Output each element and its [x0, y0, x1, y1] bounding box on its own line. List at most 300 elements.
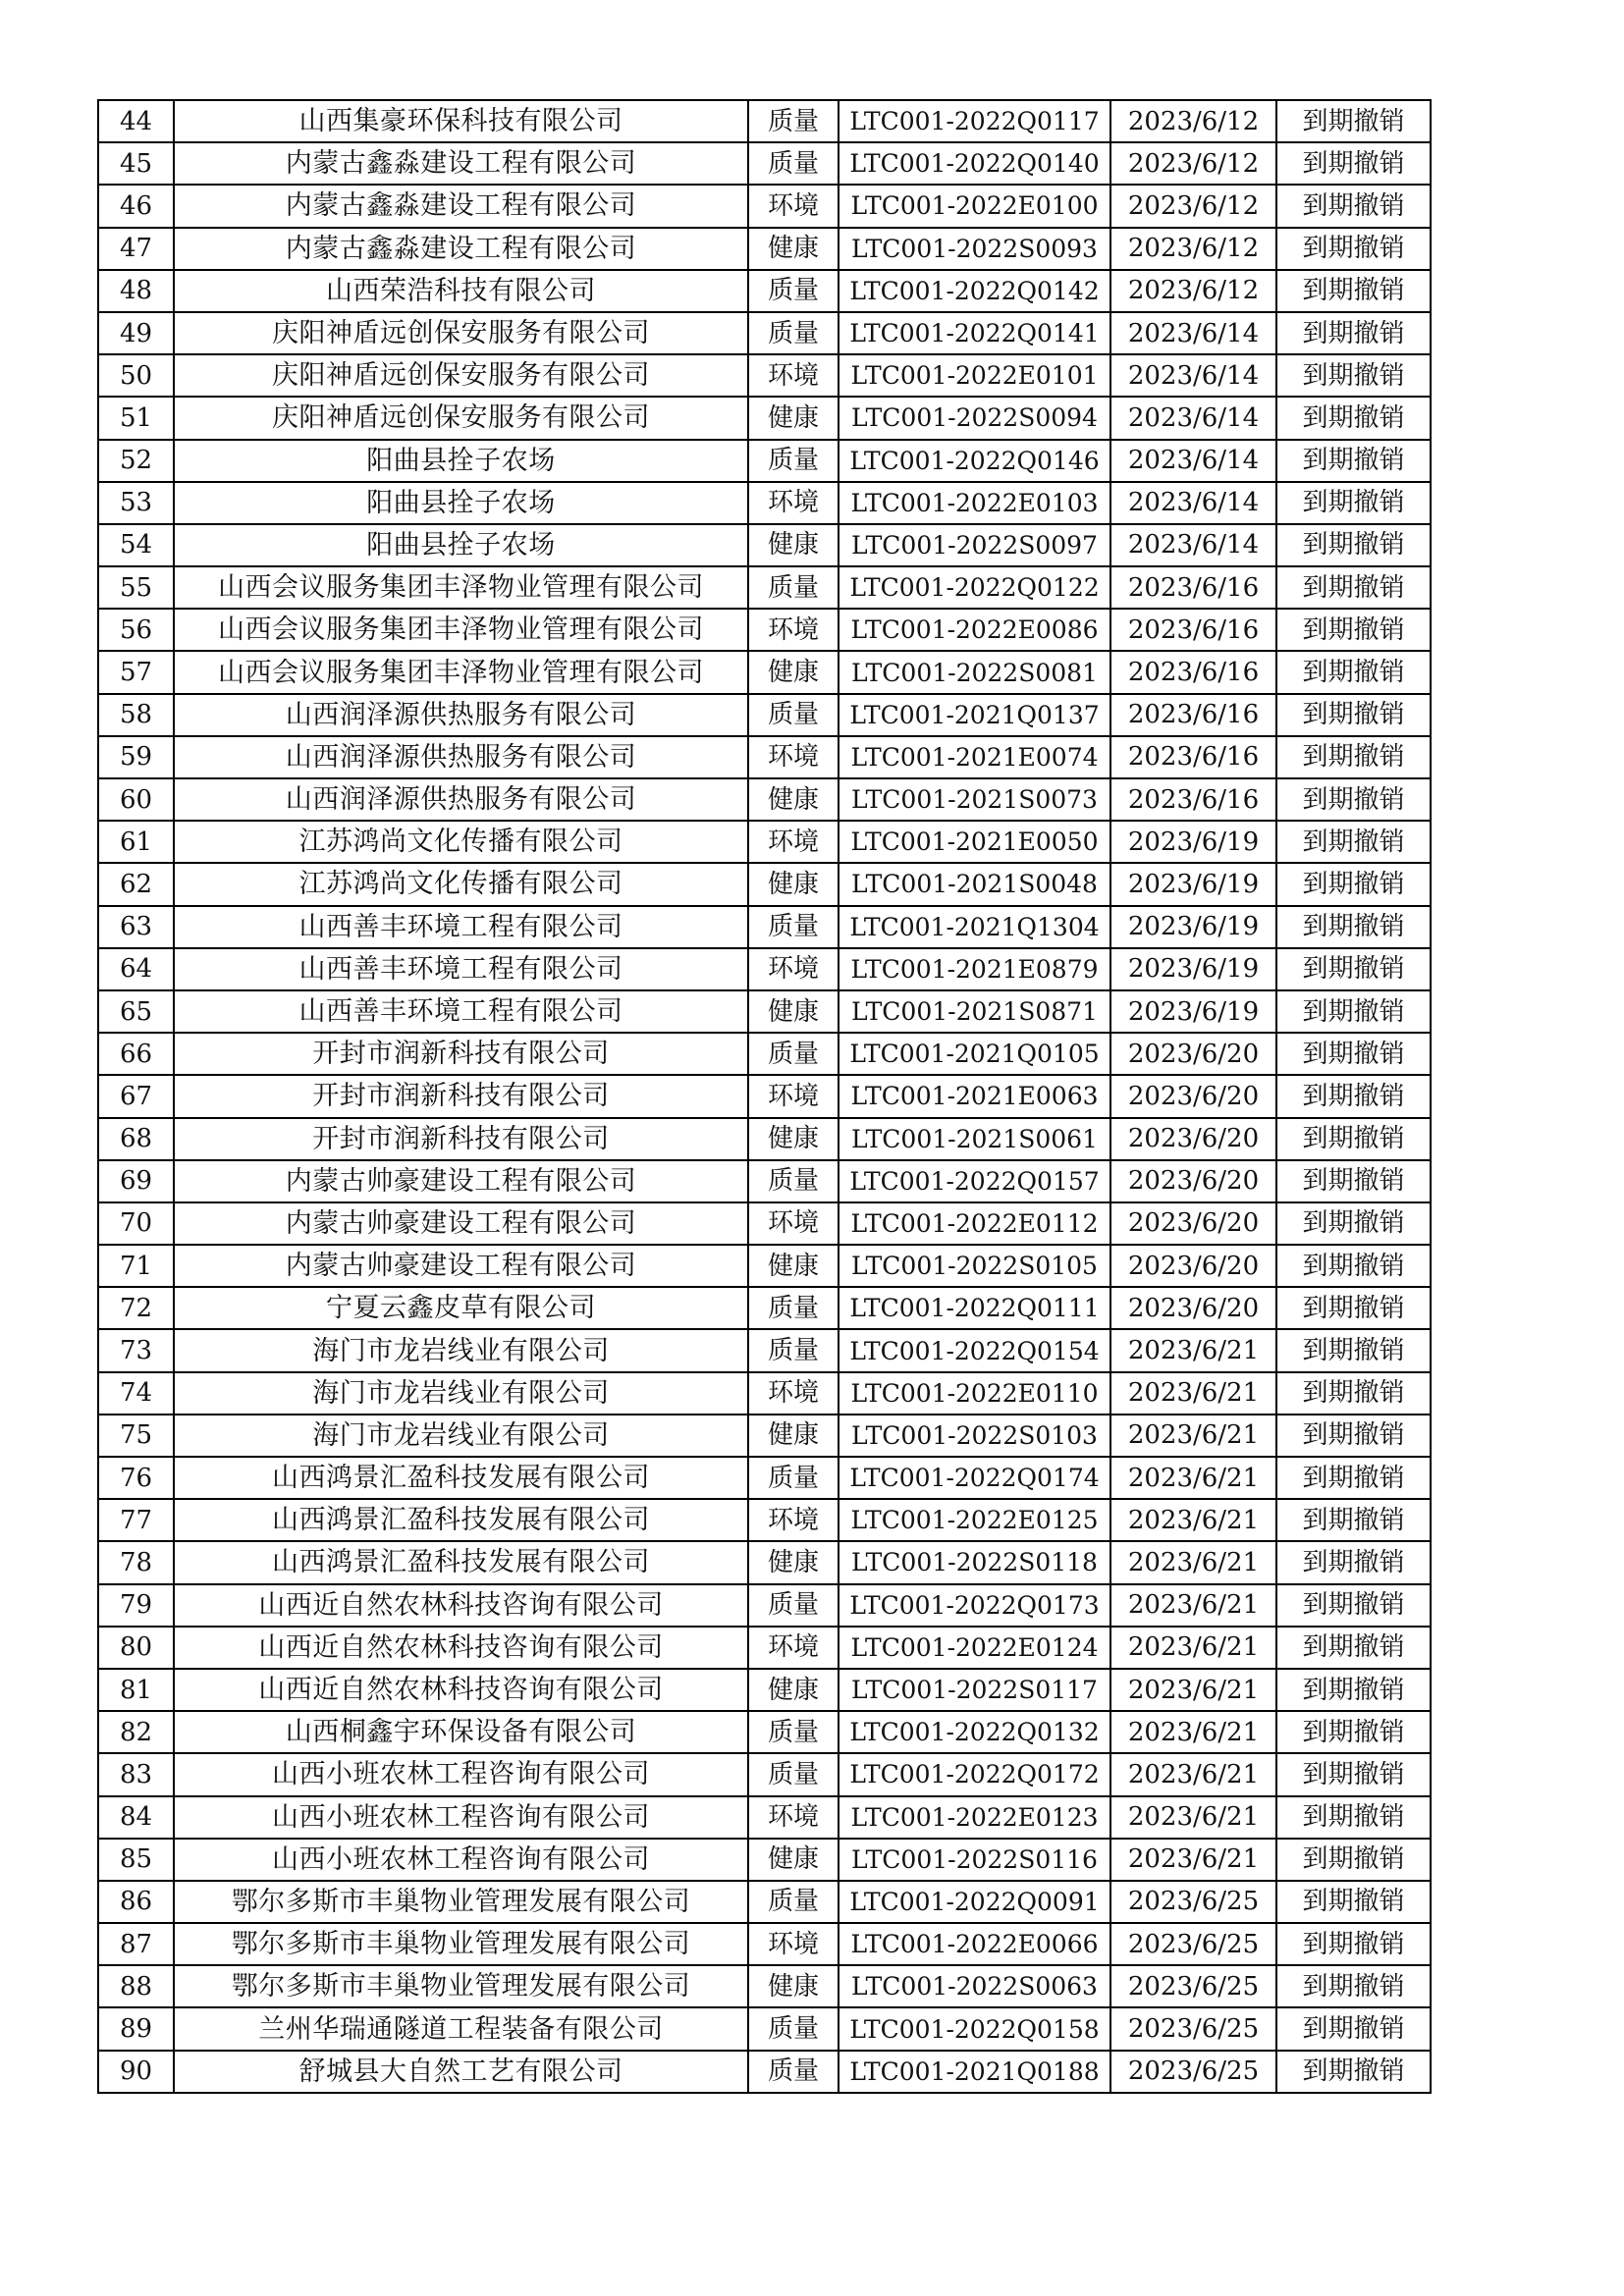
table-body	[98, 100, 1431, 2093]
row-number-cell: 44	[98, 100, 174, 142]
table-row	[98, 651, 1431, 693]
certificate-number-cell: LTC001-2022E0103	[839, 482, 1110, 524]
row-number-cell: 56	[98, 609, 174, 651]
certificate-revocation-table	[97, 99, 1432, 2094]
row-number-cell: 69	[98, 1160, 174, 1202]
company-name-cell: 山西鸿景汇盈科技发展有限公司	[174, 1499, 748, 1541]
certification-type-cell: 质量	[748, 100, 839, 142]
certification-type-cell: 健康	[748, 1669, 839, 1711]
row-number-cell: 79	[98, 1584, 174, 1627]
company-name-cell: 内蒙古帅豪建设工程有限公司	[174, 1202, 748, 1245]
revocation-date-cell: 2023/6/14	[1110, 440, 1276, 482]
company-name-cell: 山西善丰环境工程有限公司	[174, 990, 748, 1033]
revocation-date-cell: 2023/6/19	[1110, 821, 1276, 863]
table-row	[98, 185, 1431, 227]
company-name-cell: 山西会议服务集团丰泽物业管理有限公司	[174, 566, 748, 609]
company-name-cell: 江苏鸿尚文化传播有限公司	[174, 821, 748, 863]
revocation-date-cell: 2023/6/14	[1110, 354, 1276, 397]
certification-type-cell: 环境	[748, 482, 839, 524]
certificate-number-cell: LTC001-2022Q0174	[839, 1457, 1110, 1499]
status-cell: 到期撤销	[1276, 312, 1431, 354]
row-number-cell: 86	[98, 1881, 174, 1923]
company-name-cell: 山西小班农林工程咨询有限公司	[174, 1753, 748, 1795]
status-cell: 到期撤销	[1276, 990, 1431, 1033]
certification-type-cell: 健康	[748, 651, 839, 693]
company-name-cell: 山西善丰环境工程有限公司	[174, 906, 748, 948]
status-cell: 到期撤销	[1276, 2051, 1431, 2093]
certificate-number-cell: LTC001-2022S0081	[839, 651, 1110, 693]
row-number-cell: 71	[98, 1245, 174, 1287]
certification-type-cell: 质量	[748, 1753, 839, 1795]
certification-type-cell: 健康	[748, 397, 839, 439]
certification-type-cell: 质量	[748, 1457, 839, 1499]
table-row	[98, 906, 1431, 948]
certificate-number-cell: LTC001-2021E0074	[839, 736, 1110, 778]
status-cell: 到期撤销	[1276, 270, 1431, 312]
certificate-number-cell: LTC001-2021Q0137	[839, 694, 1110, 736]
certification-type-cell: 健康	[748, 228, 839, 270]
table-row	[98, 1499, 1431, 1541]
certification-type-cell: 质量	[748, 440, 839, 482]
table-row	[98, 609, 1431, 651]
status-cell: 到期撤销	[1276, 1669, 1431, 1711]
company-name-cell: 海门市龙岩线业有限公司	[174, 1372, 748, 1415]
certificate-number-cell: LTC001-2022E0124	[839, 1627, 1110, 1669]
table-row	[98, 1287, 1431, 1329]
table-row	[98, 1457, 1431, 1499]
table-row	[98, 1033, 1431, 1075]
certification-type-cell: 质量	[748, 694, 839, 736]
row-number-cell: 59	[98, 736, 174, 778]
company-name-cell: 庆阳神盾远创保安服务有限公司	[174, 312, 748, 354]
certification-type-cell: 环境	[748, 1202, 839, 1245]
certificate-number-cell: LTC001-2021S0073	[839, 778, 1110, 821]
table-row	[98, 1627, 1431, 1669]
certificate-number-cell: LTC001-2022Q0132	[839, 1711, 1110, 1753]
status-cell: 到期撤销	[1276, 1711, 1431, 1753]
status-cell: 到期撤销	[1276, 863, 1431, 905]
revocation-date-cell: 2023/6/20	[1110, 1287, 1276, 1329]
status-cell: 到期撤销	[1276, 397, 1431, 439]
status-cell: 到期撤销	[1276, 609, 1431, 651]
table-row	[98, 948, 1431, 990]
certification-type-cell: 环境	[748, 948, 839, 990]
certification-type-cell: 质量	[748, 2051, 839, 2093]
row-number-cell: 67	[98, 1075, 174, 1117]
certification-type-cell: 质量	[748, 1160, 839, 1202]
table-row	[98, 1584, 1431, 1627]
company-name-cell: 江苏鸿尚文化传播有限公司	[174, 863, 748, 905]
certificate-number-cell: LTC001-2022S0097	[839, 524, 1110, 566]
revocation-date-cell: 2023/6/20	[1110, 1160, 1276, 1202]
certification-type-cell: 健康	[748, 778, 839, 821]
table-row	[98, 524, 1431, 566]
certificate-number-cell: LTC001-2022Q0142	[839, 270, 1110, 312]
company-name-cell: 开封市润新科技有限公司	[174, 1033, 748, 1075]
certificate-number-cell: LTC001-2022Q0158	[839, 2007, 1110, 2050]
revocation-date-cell: 2023/6/19	[1110, 990, 1276, 1033]
row-number-cell: 73	[98, 1329, 174, 1371]
table-row	[98, 2051, 1431, 2093]
row-number-cell: 51	[98, 397, 174, 439]
table-row	[98, 228, 1431, 270]
table-row	[98, 142, 1431, 185]
certificate-number-cell: LTC001-2022S0094	[839, 397, 1110, 439]
row-number-cell: 77	[98, 1499, 174, 1541]
revocation-date-cell: 2023/6/25	[1110, 1923, 1276, 1965]
certificate-number-cell: LTC001-2022E0066	[839, 1923, 1110, 1965]
row-number-cell: 85	[98, 1839, 174, 1881]
company-name-cell: 山西近自然农林科技咨询有限公司	[174, 1627, 748, 1669]
company-name-cell: 海门市龙岩线业有限公司	[174, 1329, 748, 1371]
status-cell: 到期撤销	[1276, 482, 1431, 524]
certification-type-cell: 健康	[748, 1839, 839, 1881]
company-name-cell: 鄂尔多斯市丰巢物业管理发展有限公司	[174, 1965, 748, 2007]
row-number-cell: 75	[98, 1415, 174, 1457]
table-row	[98, 1965, 1431, 2007]
certification-type-cell: 健康	[748, 1118, 839, 1160]
certification-type-cell: 环境	[748, 1796, 839, 1839]
certification-type-cell: 环境	[748, 1372, 839, 1415]
certification-type-cell: 环境	[748, 736, 839, 778]
revocation-date-cell: 2023/6/21	[1110, 1584, 1276, 1627]
certificate-number-cell: LTC001-2021Q1304	[839, 906, 1110, 948]
certification-type-cell: 环境	[748, 1923, 839, 1965]
status-cell: 到期撤销	[1276, 1541, 1431, 1583]
certificate-number-cell: LTC001-2022Q0140	[839, 142, 1110, 185]
company-name-cell: 山西会议服务集团丰泽物业管理有限公司	[174, 609, 748, 651]
company-name-cell: 内蒙古鑫淼建设工程有限公司	[174, 228, 748, 270]
table-row	[98, 778, 1431, 821]
certificate-number-cell: LTC001-2022Q0111	[839, 1287, 1110, 1329]
company-name-cell: 山西润泽源供热服务有限公司	[174, 736, 748, 778]
row-number-cell: 84	[98, 1796, 174, 1839]
company-name-cell: 山西润泽源供热服务有限公司	[174, 778, 748, 821]
certificate-number-cell: LTC001-2022Q0173	[839, 1584, 1110, 1627]
revocation-date-cell: 2023/6/16	[1110, 778, 1276, 821]
table-row	[98, 990, 1431, 1033]
certificate-number-cell: LTC001-2021E0063	[839, 1075, 1110, 1117]
certification-type-cell: 环境	[748, 1627, 839, 1669]
revocation-date-cell: 2023/6/14	[1110, 312, 1276, 354]
row-number-cell: 63	[98, 906, 174, 948]
certificate-number-cell: LTC001-2022S0118	[839, 1541, 1110, 1583]
certification-type-cell: 质量	[748, 2007, 839, 2050]
row-number-cell: 47	[98, 228, 174, 270]
status-cell: 到期撤销	[1276, 1881, 1431, 1923]
certificate-number-cell: LTC001-2021Q0188	[839, 2051, 1110, 2093]
row-number-cell: 48	[98, 270, 174, 312]
status-cell: 到期撤销	[1276, 778, 1431, 821]
revocation-date-cell: 2023/6/25	[1110, 2051, 1276, 2093]
certification-type-cell: 环境	[748, 609, 839, 651]
status-cell: 到期撤销	[1276, 1118, 1431, 1160]
table-row	[98, 1202, 1431, 1245]
certification-type-cell: 质量	[748, 1287, 839, 1329]
certificate-number-cell: LTC001-2022E0101	[839, 354, 1110, 397]
certification-type-cell: 健康	[748, 1965, 839, 2007]
company-name-cell: 宁夏云鑫皮草有限公司	[174, 1287, 748, 1329]
row-number-cell: 61	[98, 821, 174, 863]
status-cell: 到期撤销	[1276, 1245, 1431, 1287]
row-number-cell: 46	[98, 185, 174, 227]
status-cell: 到期撤销	[1276, 228, 1431, 270]
company-name-cell: 山西鸿景汇盈科技发展有限公司	[174, 1541, 748, 1583]
row-number-cell: 57	[98, 651, 174, 693]
certificate-number-cell: LTC001-2022E0100	[839, 185, 1110, 227]
certificate-number-cell: LTC001-2021S0061	[839, 1118, 1110, 1160]
status-cell: 到期撤销	[1276, 185, 1431, 227]
row-number-cell: 62	[98, 863, 174, 905]
status-cell: 到期撤销	[1276, 1457, 1431, 1499]
company-name-cell: 山西近自然农林科技咨询有限公司	[174, 1584, 748, 1627]
status-cell: 到期撤销	[1276, 1075, 1431, 1117]
table-row	[98, 1415, 1431, 1457]
row-number-cell: 90	[98, 2051, 174, 2093]
revocation-date-cell: 2023/6/25	[1110, 1965, 1276, 2007]
table-row	[98, 482, 1431, 524]
certificate-number-cell: LTC001-2022E0125	[839, 1499, 1110, 1541]
revocation-date-cell: 2023/6/14	[1110, 482, 1276, 524]
table-row	[98, 1839, 1431, 1881]
company-name-cell: 鄂尔多斯市丰巢物业管理发展有限公司	[174, 1923, 748, 1965]
certificate-number-cell: LTC001-2021E0879	[839, 948, 1110, 990]
certification-type-cell: 质量	[748, 906, 839, 948]
row-number-cell: 65	[98, 990, 174, 1033]
status-cell: 到期撤销	[1276, 1372, 1431, 1415]
revocation-date-cell: 2023/6/12	[1110, 142, 1276, 185]
revocation-date-cell: 2023/6/21	[1110, 1627, 1276, 1669]
certificate-number-cell: LTC001-2022Q0141	[839, 312, 1110, 354]
status-cell: 到期撤销	[1276, 821, 1431, 863]
row-number-cell: 76	[98, 1457, 174, 1499]
row-number-cell: 83	[98, 1753, 174, 1795]
certification-type-cell: 质量	[748, 142, 839, 185]
company-name-cell: 山西近自然农林科技咨询有限公司	[174, 1669, 748, 1711]
certificate-number-cell: LTC001-2022Q0154	[839, 1329, 1110, 1371]
revocation-date-cell: 2023/6/21	[1110, 1499, 1276, 1541]
table-row	[98, 440, 1431, 482]
certificate-number-cell: LTC001-2022Q0172	[839, 1753, 1110, 1795]
row-number-cell: 64	[98, 948, 174, 990]
table-row	[98, 1669, 1431, 1711]
certification-type-cell: 健康	[748, 1541, 839, 1583]
company-name-cell: 山西荣浩科技有限公司	[174, 270, 748, 312]
company-name-cell: 舒城县大自然工艺有限公司	[174, 2051, 748, 2093]
revocation-date-cell: 2023/6/21	[1110, 1415, 1276, 1457]
status-cell: 到期撤销	[1276, 651, 1431, 693]
certification-type-cell: 质量	[748, 270, 839, 312]
revocation-date-cell: 2023/6/21	[1110, 1753, 1276, 1795]
revocation-date-cell: 2023/6/21	[1110, 1669, 1276, 1711]
certificate-number-cell: LTC001-2022E0112	[839, 1202, 1110, 1245]
company-name-cell: 山西润泽源供热服务有限公司	[174, 694, 748, 736]
certification-type-cell: 环境	[748, 1499, 839, 1541]
certificate-number-cell: LTC001-2022Q0157	[839, 1160, 1110, 1202]
table-row	[98, 821, 1431, 863]
certificate-number-cell: LTC001-2021E0050	[839, 821, 1110, 863]
revocation-date-cell: 2023/6/21	[1110, 1839, 1276, 1881]
company-name-cell: 内蒙古帅豪建设工程有限公司	[174, 1245, 748, 1287]
table-row	[98, 1160, 1431, 1202]
certification-type-cell: 健康	[748, 863, 839, 905]
row-number-cell: 81	[98, 1669, 174, 1711]
revocation-date-cell: 2023/6/21	[1110, 1329, 1276, 1371]
table-row	[98, 1881, 1431, 1923]
certificate-number-cell: LTC001-2022S0117	[839, 1669, 1110, 1711]
certificate-number-cell: LTC001-2022Q0146	[839, 440, 1110, 482]
status-cell: 到期撤销	[1276, 1033, 1431, 1075]
table-row	[98, 1372, 1431, 1415]
row-number-cell: 52	[98, 440, 174, 482]
table-row	[98, 1796, 1431, 1839]
revocation-date-cell: 2023/6/21	[1110, 1541, 1276, 1583]
certification-type-cell: 健康	[748, 524, 839, 566]
revocation-date-cell: 2023/6/19	[1110, 948, 1276, 990]
revocation-date-cell: 2023/6/16	[1110, 694, 1276, 736]
company-name-cell: 鄂尔多斯市丰巢物业管理发展有限公司	[174, 1881, 748, 1923]
status-cell: 到期撤销	[1276, 1839, 1431, 1881]
company-name-cell: 山西会议服务集团丰泽物业管理有限公司	[174, 651, 748, 693]
status-cell: 到期撤销	[1276, 566, 1431, 609]
certification-type-cell: 环境	[748, 821, 839, 863]
company-name-cell: 阳曲县拴子农场	[174, 524, 748, 566]
certification-type-cell: 环境	[748, 354, 839, 397]
status-cell: 到期撤销	[1276, 1753, 1431, 1795]
certification-type-cell: 健康	[748, 1415, 839, 1457]
revocation-date-cell: 2023/6/21	[1110, 1457, 1276, 1499]
certification-type-cell: 质量	[748, 1881, 839, 1923]
status-cell: 到期撤销	[1276, 1627, 1431, 1669]
row-number-cell: 55	[98, 566, 174, 609]
revocation-date-cell: 2023/6/12	[1110, 270, 1276, 312]
table-row	[98, 1245, 1431, 1287]
table-row	[98, 863, 1431, 905]
revocation-date-cell: 2023/6/16	[1110, 736, 1276, 778]
certificate-number-cell: LTC001-2022S0093	[839, 228, 1110, 270]
table-row	[98, 1541, 1431, 1583]
table-row	[98, 100, 1431, 142]
table-row	[98, 1923, 1431, 1965]
table-row	[98, 2007, 1431, 2050]
certification-type-cell: 健康	[748, 1245, 839, 1287]
certificate-number-cell: LTC001-2022Q0117	[839, 100, 1110, 142]
table-row	[98, 1711, 1431, 1753]
row-number-cell: 49	[98, 312, 174, 354]
table-row	[98, 397, 1431, 439]
status-cell: 到期撤销	[1276, 694, 1431, 736]
row-number-cell: 50	[98, 354, 174, 397]
status-cell: 到期撤销	[1276, 524, 1431, 566]
row-number-cell: 89	[98, 2007, 174, 2050]
table-row	[98, 694, 1431, 736]
company-name-cell: 阳曲县拴子农场	[174, 482, 748, 524]
table-row	[98, 270, 1431, 312]
certificate-number-cell: LTC001-2022E0086	[839, 609, 1110, 651]
status-cell: 到期撤销	[1276, 100, 1431, 142]
status-cell: 到期撤销	[1276, 948, 1431, 990]
revocation-date-cell: 2023/6/19	[1110, 906, 1276, 948]
company-name-cell: 内蒙古鑫淼建设工程有限公司	[174, 142, 748, 185]
row-number-cell: 80	[98, 1627, 174, 1669]
certification-type-cell: 质量	[748, 312, 839, 354]
status-cell: 到期撤销	[1276, 1499, 1431, 1541]
revocation-date-cell: 2023/6/20	[1110, 1075, 1276, 1117]
revocation-date-cell: 2023/6/16	[1110, 609, 1276, 651]
status-cell: 到期撤销	[1276, 1796, 1431, 1839]
revocation-date-cell: 2023/6/12	[1110, 185, 1276, 227]
row-number-cell: 66	[98, 1033, 174, 1075]
row-number-cell: 60	[98, 778, 174, 821]
revocation-date-cell: 2023/6/20	[1110, 1245, 1276, 1287]
certification-type-cell: 环境	[748, 185, 839, 227]
certification-type-cell: 健康	[748, 990, 839, 1033]
revocation-date-cell: 2023/6/14	[1110, 397, 1276, 439]
certificate-number-cell: LTC001-2022E0123	[839, 1796, 1110, 1839]
company-name-cell: 山西集豪环保科技有限公司	[174, 100, 748, 142]
table-row	[98, 1329, 1431, 1371]
status-cell: 到期撤销	[1276, 440, 1431, 482]
company-name-cell: 内蒙古帅豪建设工程有限公司	[174, 1160, 748, 1202]
company-name-cell: 开封市润新科技有限公司	[174, 1075, 748, 1117]
table-row	[98, 312, 1431, 354]
row-number-cell: 82	[98, 1711, 174, 1753]
row-number-cell: 70	[98, 1202, 174, 1245]
company-name-cell: 庆阳神盾远创保安服务有限公司	[174, 397, 748, 439]
revocation-date-cell: 2023/6/20	[1110, 1118, 1276, 1160]
certificate-number-cell: LTC001-2022Q0122	[839, 566, 1110, 609]
company-name-cell: 内蒙古鑫淼建设工程有限公司	[174, 185, 748, 227]
table-row	[98, 1118, 1431, 1160]
row-number-cell: 72	[98, 1287, 174, 1329]
certification-type-cell: 质量	[748, 1329, 839, 1371]
company-name-cell: 山西鸿景汇盈科技发展有限公司	[174, 1457, 748, 1499]
status-cell: 到期撤销	[1276, 1329, 1431, 1371]
certificate-number-cell: LTC001-2022E0110	[839, 1372, 1110, 1415]
status-cell: 到期撤销	[1276, 1584, 1431, 1627]
company-name-cell: 开封市润新科技有限公司	[174, 1118, 748, 1160]
table-row	[98, 1753, 1431, 1795]
revocation-date-cell: 2023/6/12	[1110, 228, 1276, 270]
company-name-cell: 兰州华瑞通隧道工程装备有限公司	[174, 2007, 748, 2050]
row-number-cell: 45	[98, 142, 174, 185]
certificate-number-cell: LTC001-2022S0116	[839, 1839, 1110, 1881]
table-row	[98, 354, 1431, 397]
revocation-date-cell: 2023/6/25	[1110, 2007, 1276, 2050]
status-cell: 到期撤销	[1276, 2007, 1431, 2050]
status-cell: 到期撤销	[1276, 1287, 1431, 1329]
status-cell: 到期撤销	[1276, 1965, 1431, 2007]
revocation-date-cell: 2023/6/21	[1110, 1711, 1276, 1753]
company-name-cell: 山西小班农林工程咨询有限公司	[174, 1839, 748, 1881]
row-number-cell: 88	[98, 1965, 174, 2007]
table-row	[98, 1075, 1431, 1117]
certificate-number-cell: LTC001-2022Q0091	[839, 1881, 1110, 1923]
row-number-cell: 78	[98, 1541, 174, 1583]
revocation-date-cell: 2023/6/21	[1110, 1372, 1276, 1415]
certificate-number-cell: LTC001-2022S0063	[839, 1965, 1110, 2007]
certification-type-cell: 质量	[748, 1711, 839, 1753]
certificate-number-cell: LTC001-2022S0105	[839, 1245, 1110, 1287]
company-name-cell: 山西小班农林工程咨询有限公司	[174, 1796, 748, 1839]
company-name-cell: 海门市龙岩线业有限公司	[174, 1415, 748, 1457]
status-cell: 到期撤销	[1276, 142, 1431, 185]
status-cell: 到期撤销	[1276, 1923, 1431, 1965]
row-number-cell: 53	[98, 482, 174, 524]
revocation-date-cell: 2023/6/21	[1110, 1796, 1276, 1839]
row-number-cell: 58	[98, 694, 174, 736]
certification-type-cell: 质量	[748, 1584, 839, 1627]
